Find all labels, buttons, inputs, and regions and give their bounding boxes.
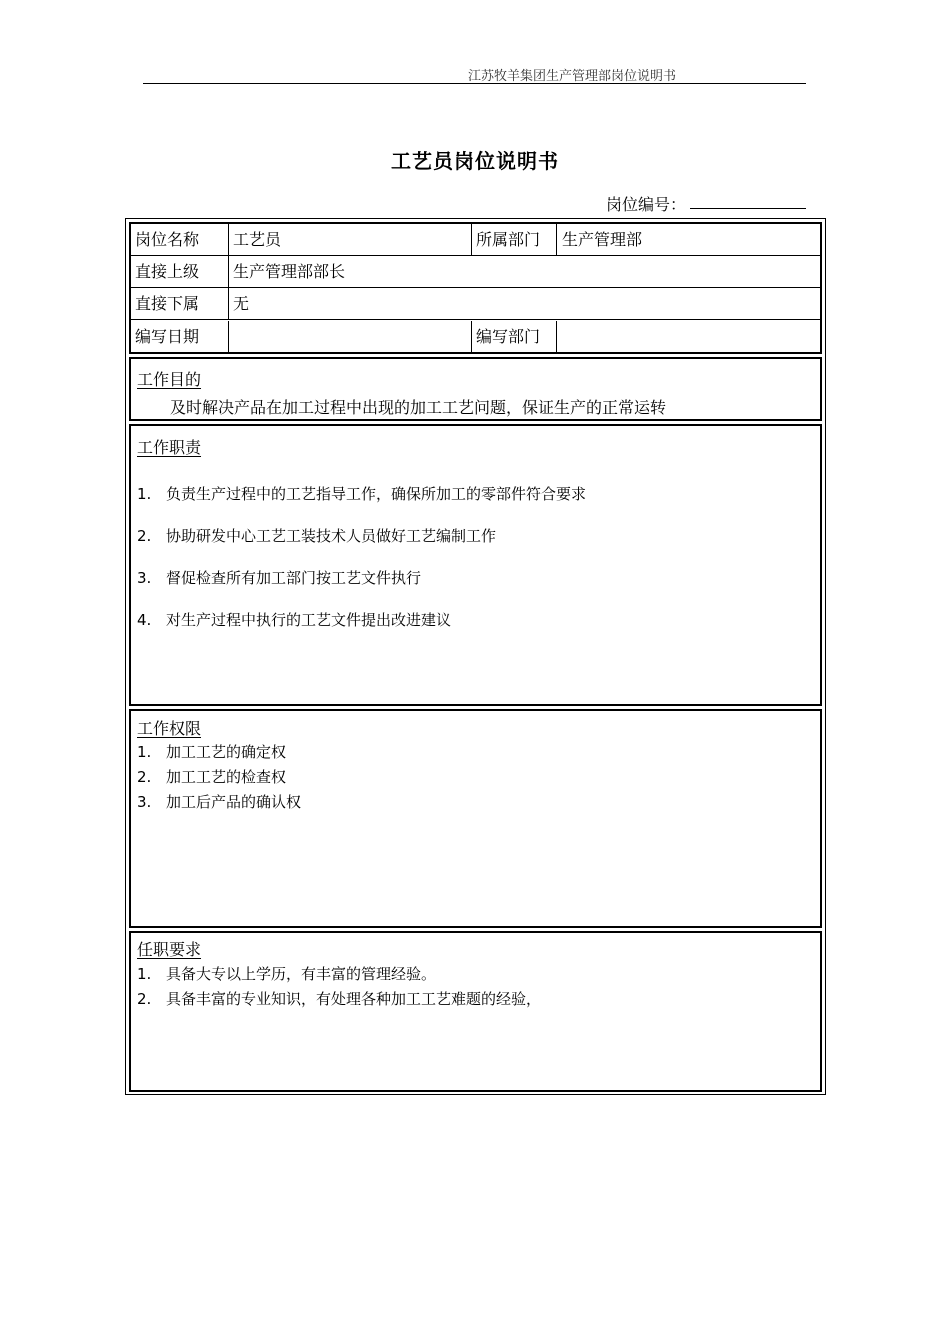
list-item: 3. 加工后产品的确认权	[137, 793, 302, 811]
position-name-value: 工艺员	[233, 230, 282, 249]
purpose-section	[129, 357, 822, 421]
document-header: 江苏牧羊集团生产管理部岗位说明书	[468, 69, 677, 84]
subordinate-label: 直接下属	[131, 288, 229, 319]
list-item: 2. 协助研发中心工艺工装技术人员做好工艺编制工作	[137, 527, 497, 545]
superior-label: 直接上级	[131, 256, 229, 287]
requirements-section	[129, 931, 822, 1092]
position-name-label: 岗位名称	[131, 224, 229, 255]
post-number-field	[690, 208, 806, 209]
superior-value: 生产管理部部长	[233, 262, 346, 281]
list-item: 3. 督促检查所有加工部门按工艺文件执行	[137, 569, 422, 587]
list-item: 2. 具备丰富的专业知识，有处理各种加工工艺难题的经验，	[137, 990, 542, 1008]
page-title: 工艺员岗位说明书	[391, 149, 559, 173]
post-number-label: 岗位编号：	[606, 195, 687, 214]
purpose-title: 工作目的	[137, 370, 202, 389]
subordinate-value: 无	[233, 294, 250, 313]
department-value: 生产管理部	[562, 230, 643, 249]
list-item: 1. 具备大专以上学历，有丰富的管理经验。	[137, 965, 437, 983]
written-dept-value	[557, 321, 820, 352]
written-date-label: 编写日期	[131, 321, 229, 352]
authority-section	[129, 709, 822, 928]
list-item: 1. 加工工艺的确定权	[137, 743, 287, 761]
table-row	[131, 288, 820, 320]
duties-section	[129, 424, 822, 706]
table-row	[131, 321, 820, 352]
list-item: 1. 负责生产过程中的工艺指导工作，确保所加工的零部件符合要求	[137, 485, 587, 503]
list-item: 2. 加工工艺的检查权	[137, 768, 287, 786]
info-table	[129, 222, 822, 354]
requirements-title: 任职要求	[137, 940, 202, 959]
authority-title: 工作权限	[137, 719, 202, 738]
duties-title: 工作职责	[137, 438, 202, 457]
written-date-value	[229, 321, 471, 352]
written-dept-label: 编写部门	[471, 321, 557, 352]
header-divider	[143, 83, 806, 84]
list-item: 4. 对生产过程中执行的工艺文件提出改进建议	[137, 611, 452, 629]
table-row	[131, 256, 820, 288]
department-label: 所属部门	[471, 224, 557, 255]
table-row	[131, 224, 820, 256]
purpose-text: 及时解决产品在加工过程中出现的加工工艺问题，保证生产的正常运转	[170, 398, 667, 417]
